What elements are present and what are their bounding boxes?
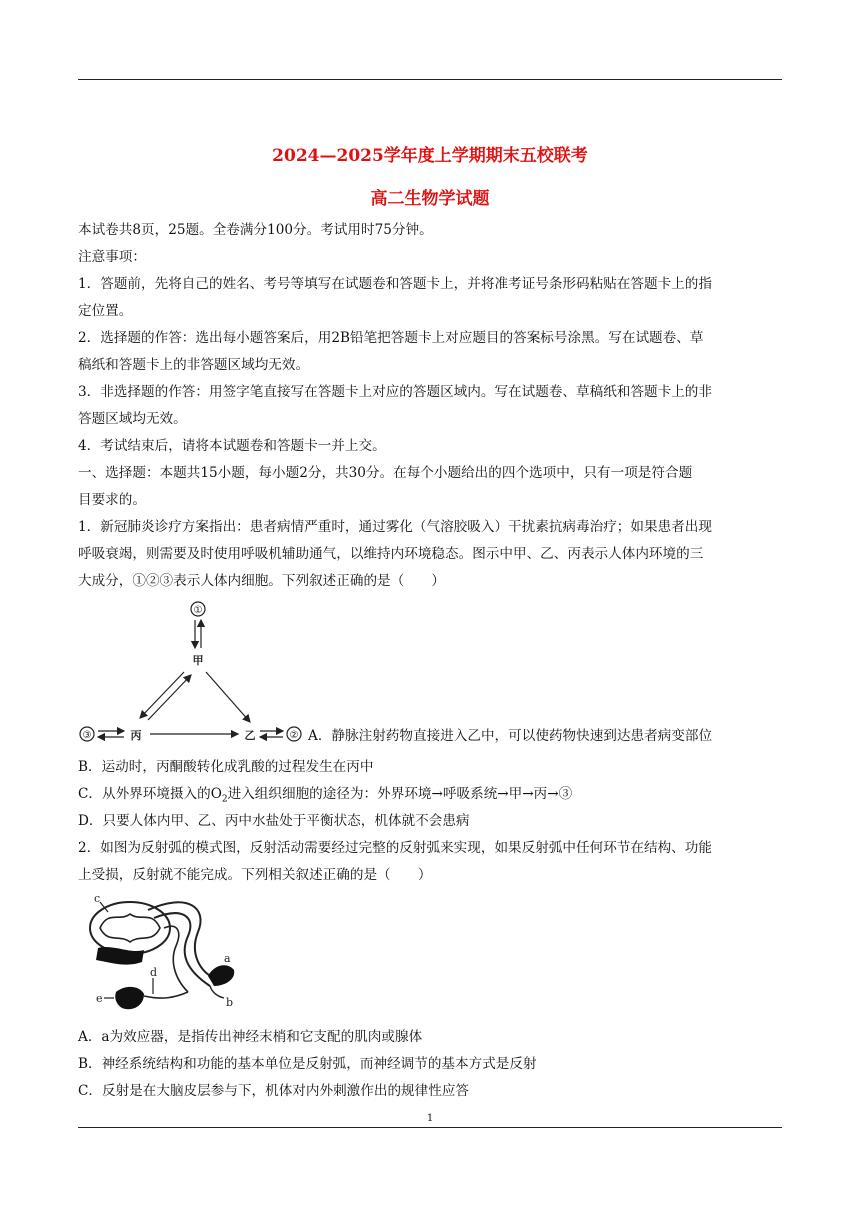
node-bing: 丙 <box>130 729 142 742</box>
q1-internal-environment-diagram <box>78 600 308 745</box>
label-e: e <box>96 992 103 1005</box>
q1-option-b: B．运动时，丙酮酸转化成乳酸的过程发生在丙中 <box>78 759 374 775</box>
note-line: 答题区域均无效。 <box>78 411 187 427</box>
header-rule <box>78 79 782 80</box>
organ-e-shape <box>115 987 144 1009</box>
q1-stem: 1．新冠肺炎诊疗方案指出：患者病情严重时，通过雾化（气溶胶吸入）干扰素抗病毒治疗；如果患者出现 <box>78 519 712 535</box>
note-line: 4．考试结束后，请将本试题卷和答题卡一并上交。 <box>78 438 386 454</box>
note-line: 1．答题前，先将自己的姓名、考号等填写在试题卷和答题卡上，并将准考证号条形码粘贴在答题卡上的指 <box>78 276 712 292</box>
intro-line: 本试卷共8页，25题。全卷满分100分。考试用时75分钟。 <box>78 222 433 238</box>
cell-node-3-label: ③ <box>82 730 92 741</box>
section-heading: 一、选择题：本题共15小题，每小题2分，共30分。在每个小题给出的四个选项中，只有一项是符合题 <box>78 465 693 481</box>
gray-matter-shape <box>100 914 160 942</box>
q1-stem: 呼吸衰竭，则需要及时使用呼吸机辅助通气，以维持内环境稳态。图示中甲、乙、丙表示人体内环境的三 <box>78 546 704 562</box>
afferent-nerve-path <box>154 913 210 986</box>
exam-title: 2024—2025学年度上学期期末五校联考 <box>272 146 588 166</box>
label-a: a <box>224 952 231 965</box>
notes-heading: 注意事项： <box>78 249 146 265</box>
note-line: 3．非选择题的作答：用签字笔直接写在答题卡上对应的答题区域内。写在试题卷、草稿纸和答题卡上的非 <box>78 384 712 400</box>
q1-option-c: C．从外界环境摄入的$O_2$进入组织细胞的途径为：外界环境→呼吸系统→甲→丙→③ <box>78 786 573 805</box>
note-line: 稿纸和答题卡上的非答题区域均无效。 <box>78 357 310 373</box>
q2-option-a: A．a为效应器，是指传出神经末梢和它支配的肌肉或腺体 <box>78 1029 423 1045</box>
cell-node-2-label: ② <box>289 730 299 741</box>
q1-option-d: D．只要人体内甲、乙、丙中水盐处于平衡状态，机体就不会患病 <box>78 813 470 829</box>
q2-reflex-arc-diagram <box>78 888 240 1020</box>
label-c: c <box>94 892 101 905</box>
section-heading-cont: 目要求的。 <box>78 492 146 508</box>
label-d: d <box>150 966 158 979</box>
cell-node-1-label: ① <box>193 605 203 616</box>
q1-option-a: A．静脉注射药物直接进入乙中，可以使药物快速到达患者病变部位 <box>308 728 713 744</box>
note-line: 定位置。 <box>78 303 133 319</box>
page-number: 1 <box>426 1113 434 1124</box>
q2-stem: 2．如图为反射弧的模式图，反射活动需要经过完整的反射弧来实现，如果反射弧中任何环节在结构、功能 <box>78 840 712 856</box>
spinal-cord-outline <box>90 902 170 954</box>
node-jia: 甲 <box>192 654 204 667</box>
q1-stem: 大成分，①②③表示人体内细胞。下列叙述正确的是（ ） <box>78 573 446 589</box>
organ-a-shape <box>208 965 234 986</box>
footer-rule <box>78 1127 782 1128</box>
exam-subtitle: 高二生物学试题 <box>370 189 490 209</box>
q2-stem: 上受损，反射就不能完成。下列相关叙述正确的是（ ） <box>78 867 432 883</box>
spinal-root-block <box>96 947 144 965</box>
q2-option-b: B．神经系统结构和功能的基本单位是反射弧，而神经调节的基本方式是反射 <box>78 1056 537 1072</box>
label-b: b <box>226 996 234 1009</box>
q2-option-c: C．反射是在大脑皮层参与下，机体对内外刺激作出的规律性应答 <box>78 1083 470 1099</box>
node-yi: 乙 <box>244 729 256 742</box>
note-line: 2．选择题的作答：选出每小题答案后，用2B铅笔把答题卡上对应题目的答案标号涂黑。写在试题卷、草 <box>78 330 704 346</box>
